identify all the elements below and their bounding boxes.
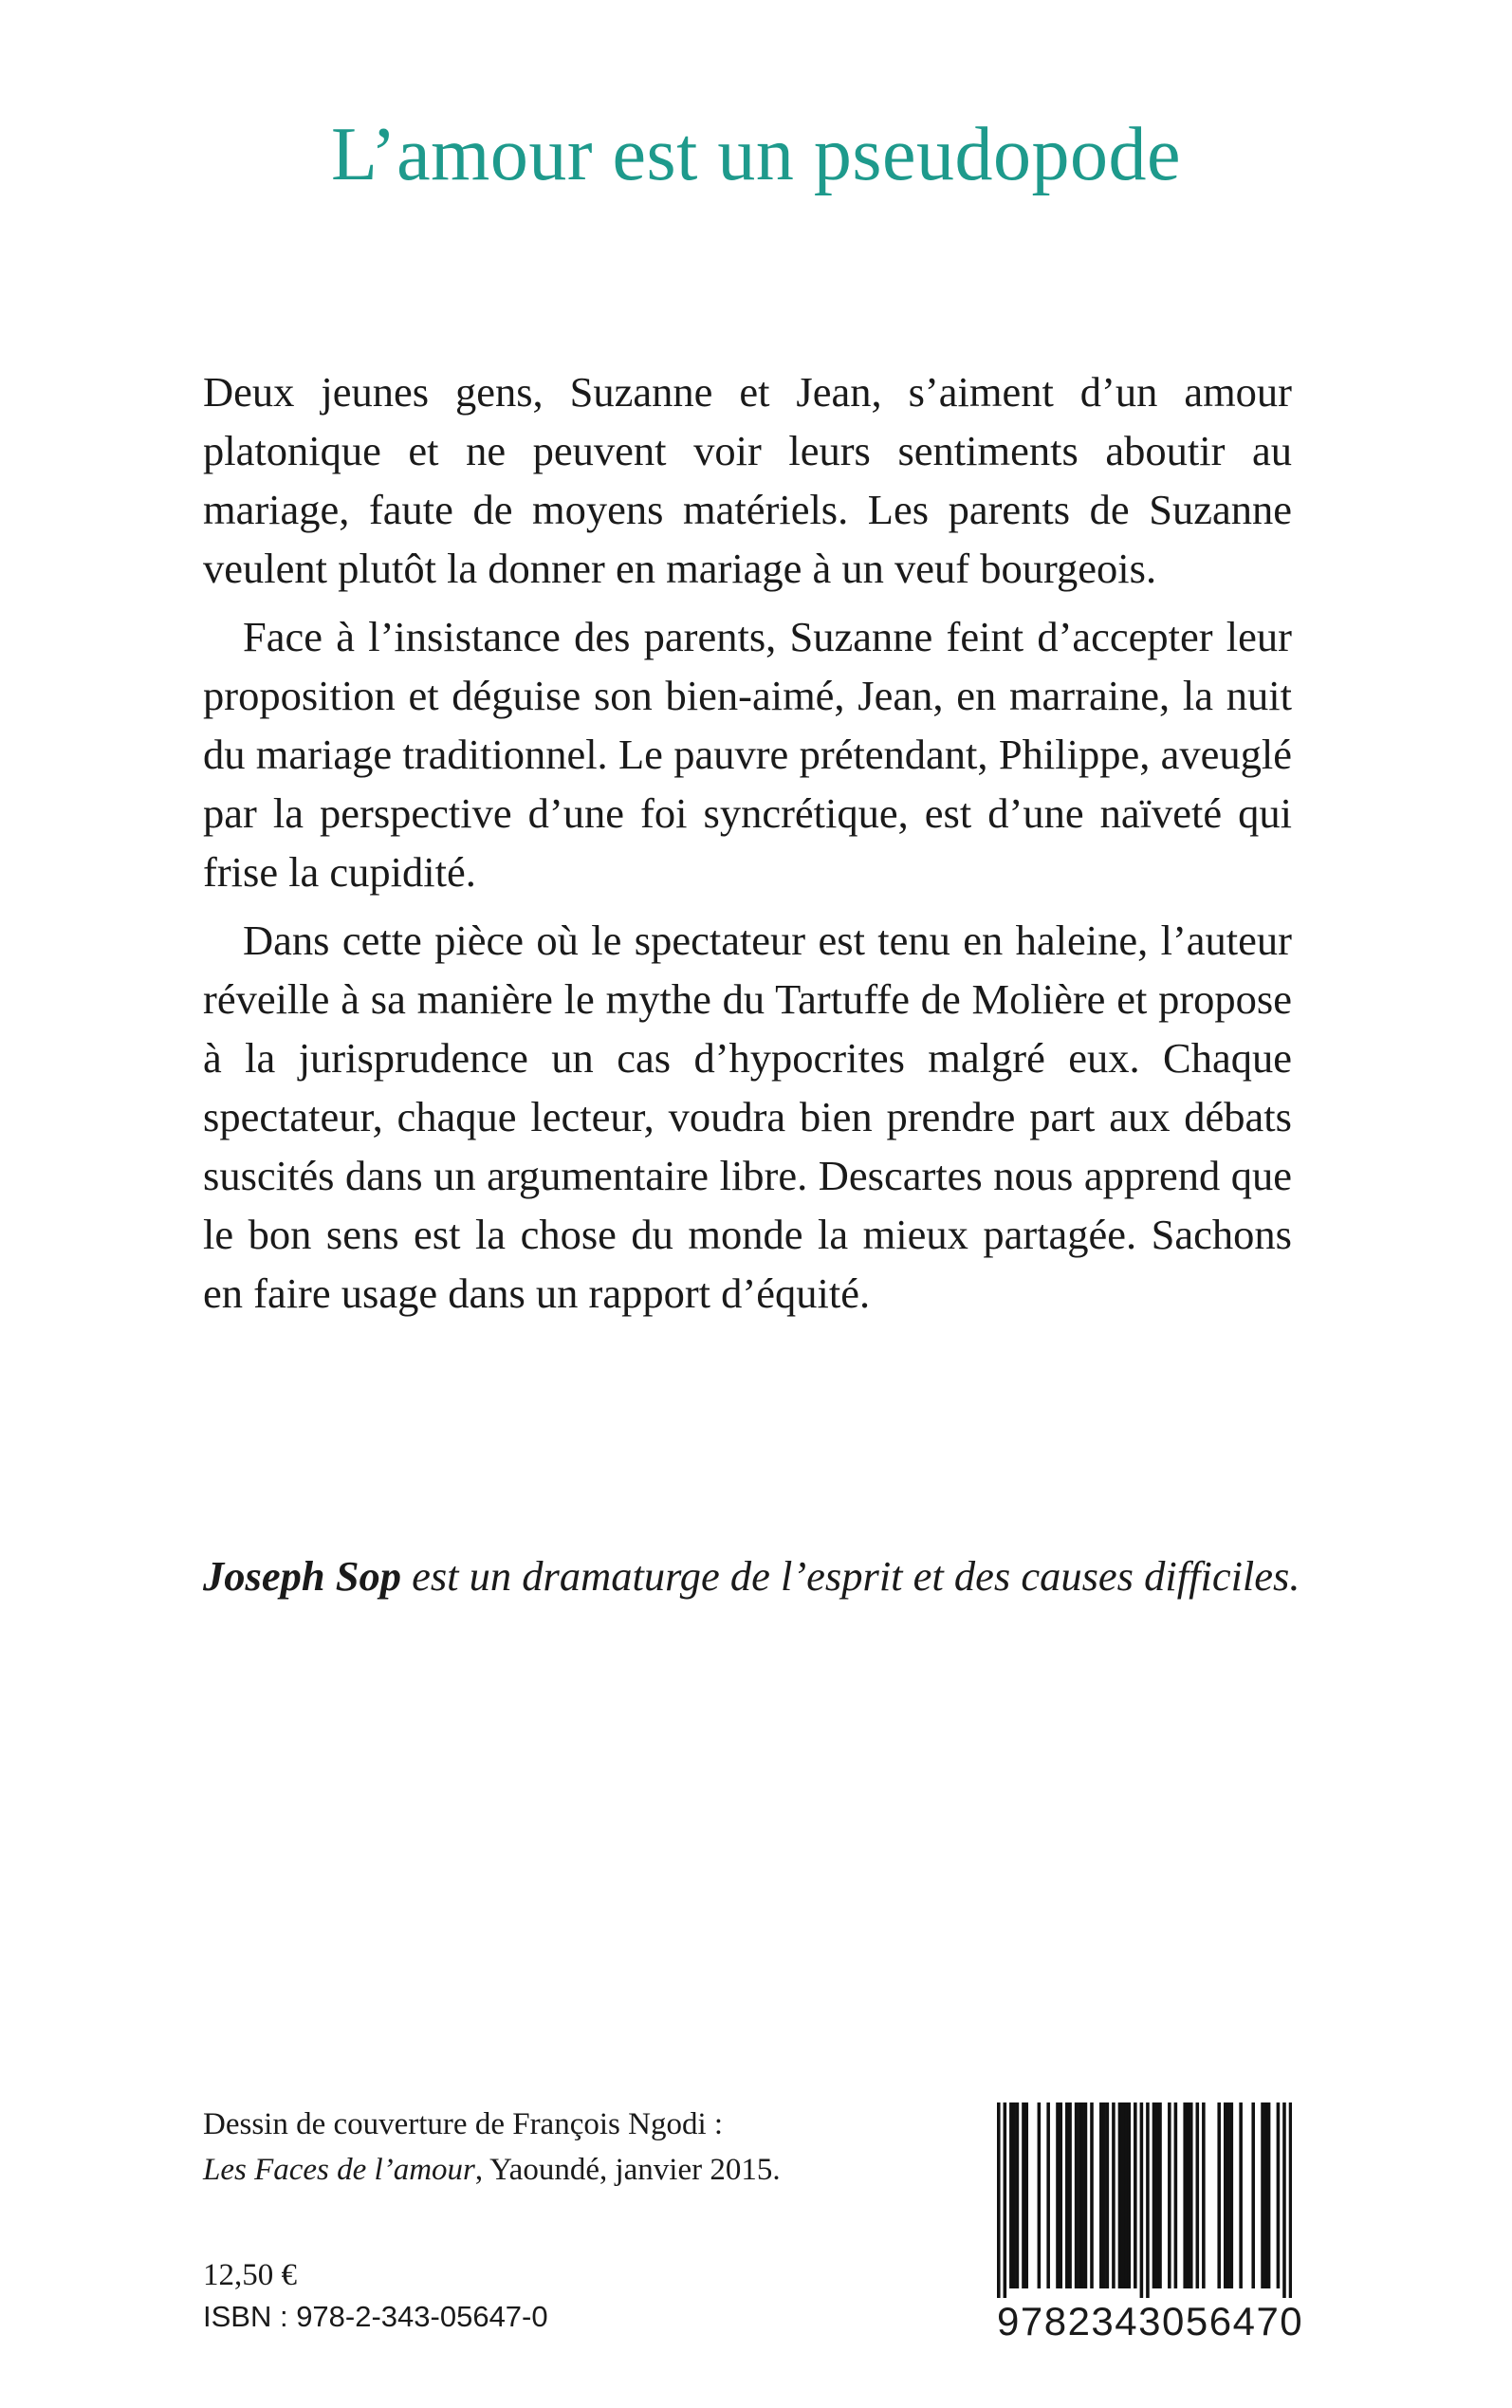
barcode-bar	[1075, 2102, 1079, 2288]
barcode-bar	[1134, 2102, 1137, 2288]
back-cover-summary	[203, 362, 1292, 1332]
barcode-bar	[1102, 2102, 1106, 2288]
barcode-bar	[1140, 2102, 1144, 2298]
cover-artwork-line	[203, 2147, 867, 2193]
isbn: ISBN : 978-2-343-05647-0	[203, 2300, 548, 2333]
barcode-bar	[1024, 2102, 1028, 2288]
barcode-bar	[1155, 2102, 1159, 2288]
barcode-bar	[1152, 2102, 1156, 2288]
barcode-bar	[1016, 2102, 1020, 2288]
barcode-bar	[1202, 2102, 1206, 2288]
barcode-bar	[1224, 2102, 1227, 2288]
barcode-bar	[1168, 2102, 1171, 2288]
barcode-bar	[1004, 2102, 1007, 2298]
barcode-bar	[1267, 2102, 1271, 2288]
summary-paragraph: Deux jeunes gens, Suzanne et Jean, s’aiment d’un amour platonique et ne peuvent voir leurs sentiments aboutir au mariage, faute de moyens matériels. Les parents de Suzanne veulent plutôt la donner en mariage à un veuf bourgeois.	[203, 368, 1292, 592]
barcode-bar	[1146, 2102, 1150, 2298]
barcode-bar	[1046, 2102, 1050, 2288]
barcode-bar	[1080, 2102, 1084, 2288]
barcode-bar	[1121, 2102, 1125, 2288]
barcode	[997, 2102, 1304, 2347]
barcode-bar	[1084, 2102, 1088, 2288]
cover-credit-line: Dessin de couverture de François Ngodi :	[203, 2107, 724, 2141]
barcode-bar	[1174, 2102, 1178, 2288]
barcode-bar	[1056, 2102, 1060, 2288]
barcode-bar	[1264, 2102, 1268, 2288]
barcode-bar	[1289, 2102, 1292, 2298]
barcode-bar	[1106, 2102, 1110, 2288]
barcode-bar	[1261, 2102, 1264, 2288]
barcode-bar	[1189, 2102, 1193, 2288]
barcode-bar	[1124, 2102, 1128, 2288]
barcode-bar	[997, 2102, 1001, 2298]
barcode-bar	[1012, 2102, 1016, 2288]
price: 12,50 €	[203, 2258, 297, 2292]
barcode-bar	[1217, 2102, 1221, 2288]
barcode-bar	[1187, 2102, 1190, 2288]
barcode-bar	[1038, 2102, 1042, 2288]
author-description: est un dramaturge de l’esprit et des causes difficiles.	[412, 1552, 1300, 1600]
barcode-bar	[1009, 2102, 1013, 2288]
barcode-bar	[1068, 2102, 1072, 2288]
barcode-bar	[1277, 2102, 1281, 2288]
barcode-bar	[1183, 2102, 1187, 2288]
barcode-bar	[1118, 2102, 1122, 2288]
barcode-bar	[1251, 2102, 1255, 2288]
barcode-bar	[1090, 2102, 1094, 2288]
cover-credit	[203, 2102, 867, 2193]
barcode-bar	[1078, 2102, 1081, 2288]
barcode-bar	[1158, 2102, 1162, 2288]
barcode-bar	[1196, 2102, 1200, 2288]
author-name: Joseph Sop	[203, 1552, 401, 1600]
barcode-bar	[1226, 2102, 1230, 2288]
barcode-bar	[1022, 2102, 1025, 2288]
author-bio	[203, 1547, 1389, 1605]
artwork-details: , Yaoundé, janvier 2015.	[474, 2153, 781, 2187]
barcode-bar	[1059, 2102, 1062, 2288]
barcode-bar	[1127, 2102, 1131, 2288]
barcode-bar	[1099, 2102, 1103, 2288]
book-title: L’amour est un pseudopode	[330, 113, 1182, 196]
barcode-bar	[1112, 2102, 1116, 2288]
barcode-bar	[1230, 2102, 1234, 2288]
artwork-title: Les Faces de l’amour	[203, 2153, 475, 2187]
barcode-digits: 9782343056470	[997, 2299, 1304, 2343]
barcode-bar	[1065, 2102, 1069, 2288]
barcode-bar	[1282, 2102, 1286, 2298]
summary-paragraph: Face à l’insistance des parents, Suzanne feint d’accepter leur proposition et déguise son bien-aimé, Jean, en marraine, la nuit du mariage traditionnel. Le pauvre prétendant, Philippe, aveuglé par la perspective d’une foi syncrétique, est d’une naïveté qui frise la cupidité.	[203, 613, 1292, 896]
barcode-bars	[997, 2102, 1292, 2298]
summary-paragraph: Dans cette pièce où le spectateur est tenu en haleine, l’auteur réveille à sa manière le mythe du Tartuffe de Molière et propose à la jurisprudence un cas d’hypocrites malgré eux. Chaque spectateur, chaque lecteur, voudra bien prendre part aux débats suscités dans un argumentaire libre. Descartes nous apprend que le bon sens est la chose du monde la mieux partagée. Sachons en faire usage dans un rapport d’équité.	[203, 917, 1292, 1317]
barcode-bar	[1239, 2102, 1243, 2288]
